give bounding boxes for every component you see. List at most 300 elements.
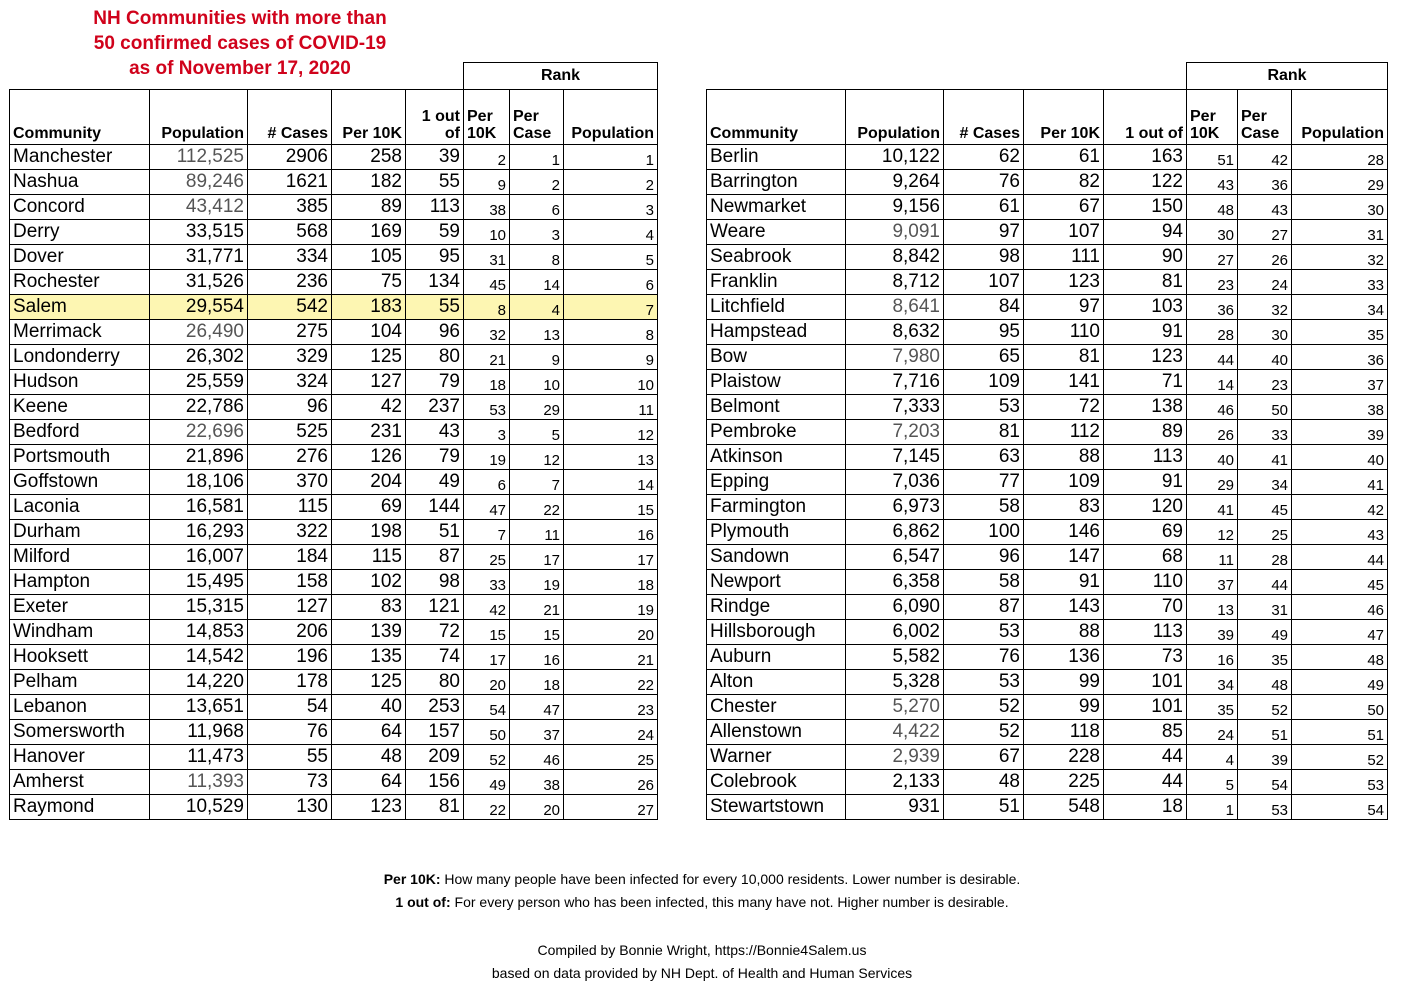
cell-community: Berlin [707,145,846,170]
cell-population: 13,651 [150,695,248,720]
table-row [707,770,1388,795]
cell-cases: 67 [944,745,1024,770]
cell-rank-population: 54 [1292,795,1388,820]
cell-population: 6,090 [846,595,944,620]
cell-population: 7,036 [846,470,944,495]
cell-per-10k: 198 [332,520,406,545]
header-per-10k: Per 10K [332,90,406,145]
cell-population: 14,220 [150,670,248,695]
cell-one-out-of: 123 [1104,345,1187,370]
cell-cases: 53 [944,670,1024,695]
cell-rank-per-10k: 44 [1187,345,1238,370]
cell-one-out-of: 237 [406,395,464,420]
cell-per-10k: 88 [1024,445,1104,470]
cell-one-out-of: 70 [1104,595,1187,620]
cell-per-10k: 146 [1024,520,1104,545]
cell-per-10k: 102 [332,570,406,595]
cell-rank-per-10k: 53 [464,395,510,420]
cell-rank-per-10k: 3 [464,420,510,445]
cell-cases: 2906 [248,145,332,170]
cell-rank-population: 18 [564,570,658,595]
cell-rank-per-case: 17 [510,545,564,570]
cell-rank-per-case: 50 [1238,395,1292,420]
cell-rank-per-case: 10 [510,370,564,395]
cell-one-out-of: 87 [406,545,464,570]
cell-cases: 76 [248,720,332,745]
cell-per-10k: 182 [332,170,406,195]
cell-one-out-of: 113 [406,195,464,220]
cell-one-out-of: 39 [406,145,464,170]
right-table-body [707,63,1388,820]
cell-community: Raymond [10,795,150,820]
cell-population: 89,246 [150,170,248,195]
cell-one-out-of: 253 [406,695,464,720]
cell-one-out-of: 101 [1104,670,1187,695]
cell-rank-per-10k: 7 [464,520,510,545]
table-row [10,270,658,295]
cell-per-10k: 48 [332,745,406,770]
cell-per-10k: 40 [332,695,406,720]
cell-rank-population: 33 [1292,270,1388,295]
cell-cases: 130 [248,795,332,820]
cell-rank-per-case: 6 [510,195,564,220]
cell-rank-per-case: 37 [510,720,564,745]
table-row [10,445,658,470]
table-row [10,570,658,595]
table-row [707,220,1388,245]
cell-population: 14,853 [150,620,248,645]
cell-rank-per-10k: 14 [1187,370,1238,395]
cell-one-out-of: 163 [1104,145,1187,170]
cell-per-10k: 123 [332,795,406,820]
cell-community: Bow [707,345,846,370]
cell-population: 112,525 [150,145,248,170]
cell-rank-per-case: 46 [510,745,564,770]
right-table [706,62,1388,820]
table-row [707,145,1388,170]
cell-rank-per-case: 11 [510,520,564,545]
cell-community: Belmont [707,395,846,420]
cell-rank-population: 11 [564,395,658,420]
cell-rank-per-10k: 24 [1187,720,1238,745]
cell-cases: 107 [944,270,1024,295]
cell-community: Newmarket [707,195,846,220]
table-row [10,720,658,745]
cell-rank-per-case: 51 [1238,720,1292,745]
cell-per-10k: 258 [332,145,406,170]
cell-rank-per-10k: 11 [1187,545,1238,570]
cell-rank-population: 14 [564,470,658,495]
cell-community: Sandown [707,545,846,570]
table-row [707,520,1388,545]
cell-community: Hampton [10,570,150,595]
cell-rank-population: 32 [1292,245,1388,270]
cell-per-10k: 139 [332,620,406,645]
cell-population: 10,529 [150,795,248,820]
cell-rank-population: 52 [1292,745,1388,770]
cell-one-out-of: 209 [406,745,464,770]
cell-community: Pelham [10,670,150,695]
cell-cases: 568 [248,220,332,245]
cell-rank-per-10k: 40 [1187,445,1238,470]
table-row [707,245,1388,270]
cell-rank-per-10k: 23 [1187,270,1238,295]
title-line-3: as of November 17, 2020 [129,58,351,79]
table-row [10,220,658,245]
cell-rank-per-case: 35 [1238,645,1292,670]
cell-per-10k: 183 [332,295,406,320]
cell-one-out-of: 94 [1104,220,1187,245]
cell-community: Durham [10,520,150,545]
table-row [10,695,658,720]
cell-cases: 100 [944,520,1024,545]
table-row [10,145,658,170]
cell-per-10k: 115 [332,545,406,570]
cell-cases: 87 [944,595,1024,620]
cell-one-out-of: 55 [406,170,464,195]
table-row [10,620,658,645]
cell-per-10k: 81 [1024,345,1104,370]
cell-rank-per-10k: 26 [1187,420,1238,445]
cell-one-out-of: 138 [1104,395,1187,420]
cell-per-10k: 204 [332,470,406,495]
cell-rank-per-case: 19 [510,570,564,595]
cell-rank-per-case: 9 [510,345,564,370]
cell-cases: 334 [248,245,332,270]
cell-rank-per-case: 8 [510,245,564,270]
cell-rank-per-10k: 46 [1187,395,1238,420]
cell-rank-population: 45 [1292,570,1388,595]
table-row [707,420,1388,445]
cell-rank-per-10k: 52 [464,745,510,770]
cell-rank-per-case: 12 [510,445,564,470]
cell-population: 8,712 [846,270,944,295]
cell-cases: 525 [248,420,332,445]
cell-one-out-of: 44 [1104,745,1187,770]
cell-rank-per-case: 52 [1238,695,1292,720]
cell-rank-per-10k: 8 [464,295,510,320]
cell-cases: 109 [944,370,1024,395]
cell-cases: 58 [944,495,1024,520]
cell-population: 9,091 [846,220,944,245]
cell-rank-per-case: 45 [1238,495,1292,520]
cell-per-10k: 67 [1024,195,1104,220]
cell-rank-population: 49 [1292,670,1388,695]
cell-rank-per-case: 16 [510,645,564,670]
cell-one-out-of: 90 [1104,245,1187,270]
cell-community: Alton [707,670,846,695]
cell-rank-population: 44 [1292,545,1388,570]
table-row [10,345,658,370]
cell-community: Hillsborough [707,620,846,645]
cell-rank-per-case: 25 [1238,520,1292,545]
table-row [10,470,658,495]
cell-community: Colebrook [707,770,846,795]
table-row [10,420,658,445]
cell-rank-per-10k: 18 [464,370,510,395]
cell-cases: 127 [248,595,332,620]
table-row [10,595,658,620]
cell-one-out-of: 73 [1104,645,1187,670]
cell-rank-per-10k: 34 [1187,670,1238,695]
header-community: Community [10,90,150,145]
cell-one-out-of: 68 [1104,545,1187,570]
cell-rank-population: 1 [564,145,658,170]
cell-one-out-of: 80 [406,670,464,695]
cell-one-out-of: 91 [1104,320,1187,345]
cell-one-out-of: 150 [1104,195,1187,220]
cell-community: Lebanon [10,695,150,720]
cell-rank-population: 39 [1292,420,1388,445]
cell-community: Newport [707,570,846,595]
cell-rank-population: 46 [1292,595,1388,620]
cell-one-out-of: 122 [1104,170,1187,195]
table-row [10,545,658,570]
cell-rank-population: 6 [564,270,658,295]
cell-rank-per-10k: 13 [1187,595,1238,620]
cell-one-out-of: 79 [406,370,464,395]
table-row [707,370,1388,395]
table-row [10,745,658,770]
cell-community: Amherst [10,770,150,795]
cell-population: 7,716 [846,370,944,395]
cell-rank-population: 15 [564,495,658,520]
cell-per-10k: 112 [1024,420,1104,445]
cell-cases: 48 [944,770,1024,795]
cell-population: 4,422 [846,720,944,745]
cell-rank-per-case: 13 [510,320,564,345]
cell-one-out-of: 89 [1104,420,1187,445]
cell-rank-per-case: 30 [1238,320,1292,345]
cell-per-10k: 69 [332,495,406,520]
cell-one-out-of: 79 [406,445,464,470]
cell-cases: 73 [248,770,332,795]
cell-rank-per-10k: 17 [464,645,510,670]
cell-one-out-of: 59 [406,220,464,245]
cell-per-10k: 72 [1024,395,1104,420]
cell-community: Pembroke [707,420,846,445]
cell-cases: 54 [248,695,332,720]
cell-one-out-of: 49 [406,470,464,495]
cell-rank-per-case: 47 [510,695,564,720]
cell-population: 31,526 [150,270,248,295]
cell-population: 33,515 [150,220,248,245]
cell-population: 11,968 [150,720,248,745]
cell-one-out-of: 134 [406,270,464,295]
table-row [707,545,1388,570]
table-row [10,770,658,795]
cell-cases: 63 [944,445,1024,470]
cell-community: Dover [10,245,150,270]
cell-cases: 58 [944,570,1024,595]
table-row-highlighted [10,295,658,320]
cell-community: Somersworth [10,720,150,745]
cell-rank-population: 26 [564,770,658,795]
cell-community: Londonderry [10,345,150,370]
table-row [10,320,658,345]
cell-population: 6,973 [846,495,944,520]
table-row [707,320,1388,345]
cell-rank-per-case: 31 [1238,595,1292,620]
table-row [10,795,658,820]
cell-community: Keene [10,395,150,420]
cell-cases: 324 [248,370,332,395]
header-population: Population [150,90,248,145]
spacer-cell [1104,63,1187,90]
cell-community: Laconia [10,495,150,520]
header-cases: # Cases [944,90,1024,145]
cell-rank-per-case: 53 [1238,795,1292,820]
cell-cases: 329 [248,345,332,370]
table-row [707,495,1388,520]
left-table [9,62,658,820]
cell-population: 21,896 [150,445,248,470]
cell-per-10k: 64 [332,720,406,745]
cell-rank-per-10k: 48 [1187,195,1238,220]
cell-one-out-of: 110 [1104,570,1187,595]
cell-per-10k: 75 [332,270,406,295]
cell-one-out-of: 144 [406,495,464,520]
cell-cases: 95 [944,320,1024,345]
cell-per-10k: 97 [1024,295,1104,320]
cell-population: 2,939 [846,745,944,770]
cell-rank-population: 7 [564,295,658,320]
table-row [10,495,658,520]
cell-per-10k: 110 [1024,320,1104,345]
cell-rank-per-case: 54 [1238,770,1292,795]
cell-cases: 178 [248,670,332,695]
cell-per-10k: 123 [1024,270,1104,295]
cell-rank-per-case: 23 [1238,370,1292,395]
cell-community: Manchester [10,145,150,170]
cell-one-out-of: 80 [406,345,464,370]
header-rank-population: Population [564,90,658,145]
cell-per-10k: 169 [332,220,406,245]
cell-per-10k: 83 [1024,495,1104,520]
cell-per-10k: 141 [1024,370,1104,395]
cell-rank-per-10k: 16 [1187,645,1238,670]
cell-cases: 275 [248,320,332,345]
cell-population: 43,412 [150,195,248,220]
cell-cases: 97 [944,220,1024,245]
spacer-cell [150,63,248,90]
cell-per-10k: 127 [332,370,406,395]
spacer-cell [846,63,944,90]
cell-rank-per-case: 43 [1238,195,1292,220]
cell-rank-population: 34 [1292,295,1388,320]
cell-rank-per-10k: 15 [464,620,510,645]
cell-per-10k: 64 [332,770,406,795]
table-row [10,245,658,270]
cell-population: 5,582 [846,645,944,670]
cell-cases: 276 [248,445,332,470]
cell-per-10k: 225 [1024,770,1104,795]
cell-one-out-of: 81 [1104,270,1187,295]
cell-cases: 184 [248,545,332,570]
credit-data-source: based on data provided by NH Dept. of Health and Human Services [491,965,913,981]
cell-per-10k: 143 [1024,595,1104,620]
cell-per-10k: 125 [332,670,406,695]
cell-cases: 61 [944,195,1024,220]
cell-population: 16,007 [150,545,248,570]
cell-cases: 1621 [248,170,332,195]
cell-population: 7,203 [846,420,944,445]
cell-rank-per-10k: 36 [1187,295,1238,320]
title-line-1: NH Communities with more than [93,8,387,29]
cell-cases: 115 [248,495,332,520]
cell-rank-per-10k: 5 [1187,770,1238,795]
cell-one-out-of: 113 [1104,620,1187,645]
cell-per-10k: 104 [332,320,406,345]
cell-population: 8,632 [846,320,944,345]
cell-cases: 53 [944,395,1024,420]
cell-per-10k: 126 [332,445,406,470]
cell-rank-per-case: 4 [510,295,564,320]
cell-rank-population: 37 [1292,370,1388,395]
cell-rank-population: 41 [1292,470,1388,495]
cell-population: 5,270 [846,695,944,720]
cell-rank-per-10k: 22 [464,795,510,820]
cell-rank-population: 43 [1292,520,1388,545]
cell-rank-per-case: 49 [1238,620,1292,645]
cell-rank-per-10k: 45 [464,270,510,295]
cell-population: 25,559 [150,370,248,395]
cell-community: Atkinson [707,445,846,470]
cell-rank-per-10k: 9 [464,170,510,195]
note-per-10k [0,871,1404,887]
cell-cases: 196 [248,645,332,670]
cell-rank-per-case: 38 [510,770,564,795]
cell-rank-per-10k: 25 [464,545,510,570]
cell-per-10k: 147 [1024,545,1104,570]
cell-cases: 76 [944,645,1024,670]
credit-compiled-by: Compiled by Bonnie Wright, https://Bonnie4Salem.us [537,942,867,958]
table-row [707,595,1388,620]
cell-population: 26,302 [150,345,248,370]
cell-rank-population: 38 [1292,395,1388,420]
cell-community: Warner [707,745,846,770]
cell-per-10k: 231 [332,420,406,445]
cell-rank-population: 2 [564,170,658,195]
cell-community: Franklin [707,270,846,295]
cell-cases: 53 [944,620,1024,645]
cell-rank-population: 22 [564,670,658,695]
cell-rank-population: 42 [1292,495,1388,520]
cell-rank-per-case: 42 [1238,145,1292,170]
cell-rank-population: 13 [564,445,658,470]
left-table-body [10,63,658,820]
cell-rank-per-case: 41 [1238,445,1292,470]
cell-rank-population: 19 [564,595,658,620]
cell-rank-per-case: 27 [1238,220,1292,245]
cell-rank-population: 3 [564,195,658,220]
cell-per-10k: 111 [1024,245,1104,270]
cell-rank-per-case: 40 [1238,345,1292,370]
table-row [707,620,1388,645]
cell-community: Farmington [707,495,846,520]
cell-cases: 76 [944,170,1024,195]
cell-rank-per-case: 24 [1238,270,1292,295]
cell-community: Windham [10,620,150,645]
cell-population: 11,393 [150,770,248,795]
cell-rank-population: 27 [564,795,658,820]
cell-community: Plaistow [707,370,846,395]
cell-rank-population: 4 [564,220,658,245]
cell-rank-population: 51 [1292,720,1388,745]
cell-cases: 52 [944,695,1024,720]
cell-community: Milford [10,545,150,570]
header-rank-per-case: Per Case [1238,90,1292,145]
